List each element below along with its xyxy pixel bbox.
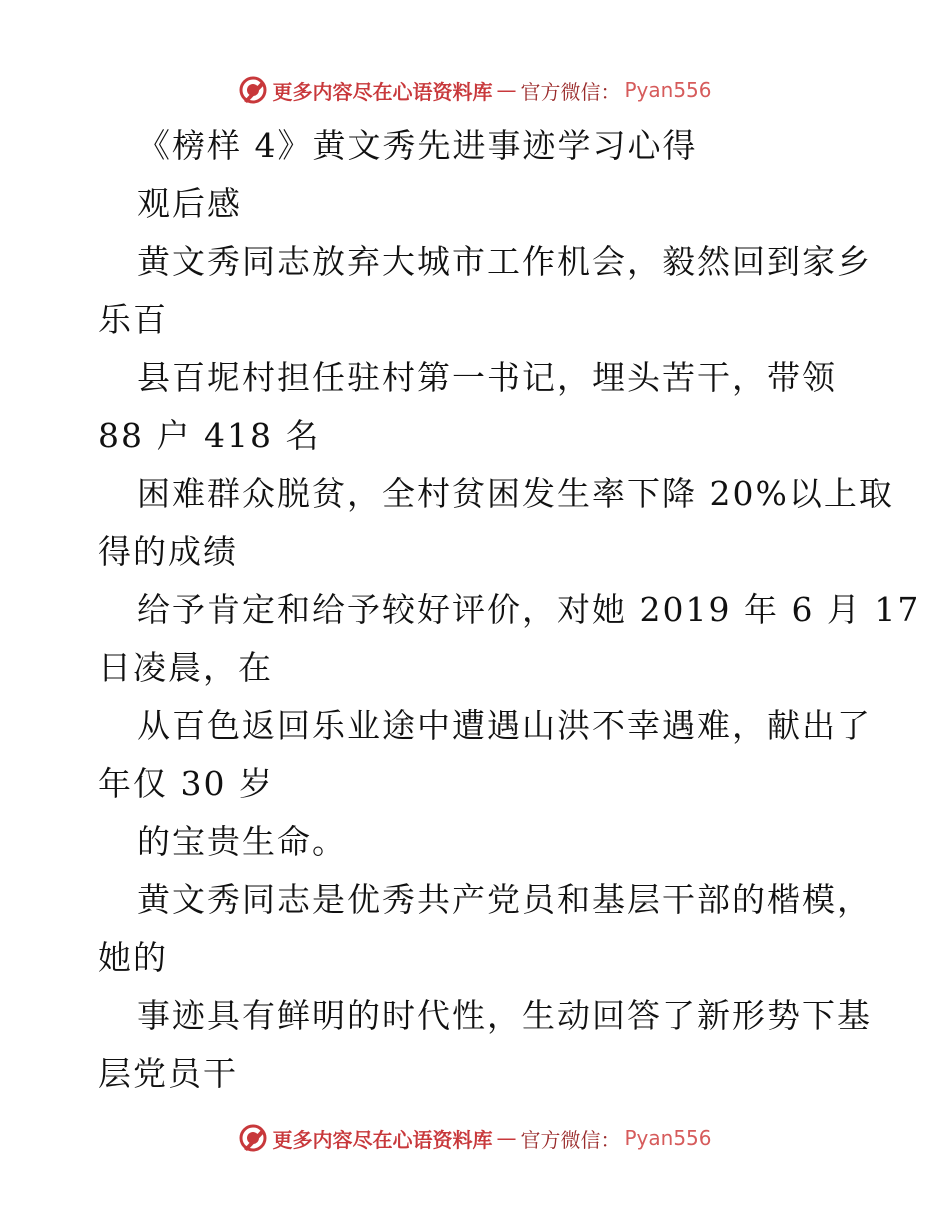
text-line: 观后感 xyxy=(137,184,242,223)
text-line: 层党员干 xyxy=(98,1054,238,1093)
text-line: 从百色返回乐业途中遭遇山洪不幸遇难，献出了 xyxy=(137,706,872,745)
text-line: 给予肯定和给予较好评价，对她 2019 年 6 月 17 xyxy=(137,590,921,629)
text-line: 88 户 418 名 xyxy=(98,416,321,455)
pen-seal-logo-icon xyxy=(238,75,268,105)
watermark-separator: — xyxy=(496,78,517,102)
text-line: 困难群众脱贫，全村贫困发生率下降 20%以上取 xyxy=(137,474,894,513)
text-line: 年仅 30 岁 xyxy=(98,764,274,803)
text-line: 县百坭村担任驻村第一书记，埋头苦干，带领 xyxy=(137,358,837,397)
watermark-wechat-label: 官方微信： xyxy=(520,1127,621,1152)
watermark-brand xyxy=(238,75,711,105)
watermark-main-text: 更多内容尽在心语资料库 xyxy=(272,79,493,104)
watermark-wechat-label: 官方微信： xyxy=(520,79,621,104)
text-line: 的宝贵生命。 xyxy=(137,822,347,861)
text-line: 她的 xyxy=(98,938,168,977)
watermark-wechat-id: Pyan556 xyxy=(624,78,712,102)
document-title: 《榜样 4》黄文秀先进事迹学习心得 xyxy=(137,126,698,165)
text-line: 得的成绩 xyxy=(98,532,238,571)
pen-seal-logo-icon xyxy=(238,1123,268,1153)
text-line: 黄文秀同志放弃大城市工作机会，毅然回到家乡 xyxy=(137,242,872,281)
text-line: 事迹具有鲜明的时代性，生动回答了新形势下基 xyxy=(137,996,872,1035)
watermark-separator: — xyxy=(496,1126,517,1150)
header-watermark xyxy=(0,70,950,110)
text-line: 日凌晨，在 xyxy=(98,648,273,687)
text-line: 乐百 xyxy=(98,300,168,339)
watermark-brand xyxy=(238,1123,711,1153)
text-line: 黄文秀同志是优秀共产党员和基层干部的楷模， xyxy=(137,880,872,919)
footer-watermark xyxy=(0,1118,950,1158)
watermark-main-text: 更多内容尽在心语资料库 xyxy=(272,1127,493,1152)
watermark-wechat-id: Pyan556 xyxy=(624,1126,712,1150)
